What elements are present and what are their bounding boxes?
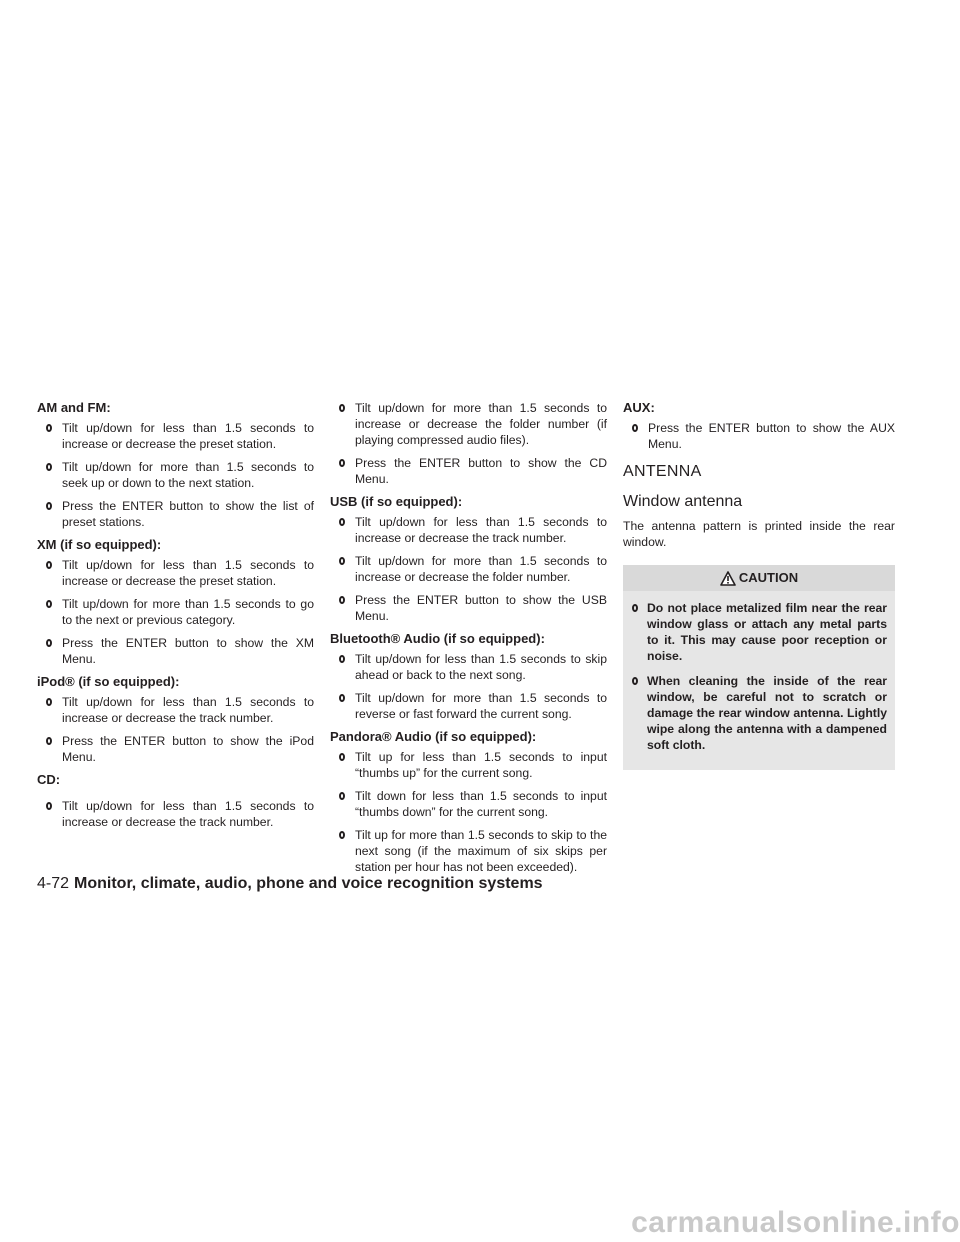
bullet-icon	[46, 502, 52, 510]
list-item: Do not place metalized film near the rear window glass or attach any metal parts to it. This may cause poor reception or noise.	[631, 600, 887, 664]
chapter-title: Monitor, climate, audio, phone and voice recognition systems	[74, 875, 543, 892]
list-item: Tilt up/down for less than 1.5 seconds to increase or decrease the track number.	[37, 694, 314, 726]
section-heading: AUX:	[623, 400, 655, 415]
section-aux	[623, 400, 895, 452]
window-antenna-heading: Window antenna	[623, 493, 743, 510]
list-item: Tilt up/down for more than 1.5 seconds to reverse or fast forward the current song.	[330, 690, 607, 722]
list-item: Press the ENTER button to show the USB Menu.	[330, 592, 607, 624]
warning-triangle-icon	[720, 571, 736, 586]
bullet-icon	[46, 802, 52, 810]
bullet-list	[330, 400, 607, 487]
bullet-icon	[632, 677, 638, 685]
section-heading: USB (if so equipped):	[330, 494, 463, 509]
section-cd	[37, 772, 314, 830]
caution-title: CAUTION	[738, 570, 799, 585]
caution-box	[623, 565, 895, 770]
list-item: Tilt up/down for more than 1.5 seconds to seek up or down to the next station.	[37, 459, 314, 491]
bullet-list	[330, 651, 607, 722]
list-item: Tilt down for less than 1.5 seconds to input “thumbs down” for the current song.	[330, 788, 607, 820]
section-am-fm	[37, 400, 314, 530]
section-heading: Pandora® Audio (if so equipped):	[330, 729, 537, 744]
bullet-list	[330, 749, 607, 875]
bullet-icon	[46, 639, 52, 647]
page-footer	[37, 875, 543, 893]
page-number: 4-72	[37, 875, 70, 892]
list-item: Press the ENTER button to show the AUX Menu.	[623, 420, 895, 452]
bullet-list	[37, 420, 314, 530]
bullet-icon	[46, 698, 52, 706]
bullet-icon	[46, 424, 52, 432]
bullet-icon	[339, 518, 345, 526]
section-bluetooth-audio	[330, 631, 607, 722]
list-item: When cleaning the inside of the rear window, be careful not to scratch or damage the rear window antenna. Lightly wipe along the antenna with a dampened soft cloth.	[631, 673, 887, 753]
section-xm	[37, 537, 314, 667]
antenna-heading: ANTENNA	[623, 463, 702, 480]
section-heading: CD:	[37, 772, 61, 787]
bullet-icon	[46, 463, 52, 471]
list-item: Tilt up/down for less than 1.5 seconds to increase or decrease the track number.	[330, 514, 607, 546]
section-heading: AM and FM:	[37, 400, 111, 415]
caution-title-bar	[623, 565, 895, 591]
list-item: Tilt up for more than 1.5 seconds to skip to the next song (if the maximum of six skips per station per hour has not been exceeded).	[330, 827, 607, 875]
bullet-icon	[339, 596, 345, 604]
caution-list	[631, 600, 887, 753]
list-item: Tilt up/down for less than 1.5 seconds to increase or decrease the preset station.	[37, 420, 314, 452]
column-2	[330, 400, 607, 882]
list-item: Tilt up/down for less than 1.5 seconds to skip ahead or back to the next song.	[330, 651, 607, 683]
bullet-icon	[339, 404, 345, 412]
section-usb	[330, 494, 607, 624]
bullet-icon	[46, 561, 52, 569]
bullet-icon	[339, 831, 345, 839]
bullet-list	[37, 798, 314, 830]
bullet-icon	[46, 600, 52, 608]
list-item: Tilt up/down for more than 1.5 seconds to increase or decrease the folder number.	[330, 553, 607, 585]
bullet-list	[37, 694, 314, 765]
list-item: Press the ENTER button to show the XM Menu.	[37, 635, 314, 667]
window-antenna-text: The antenna pattern is printed inside the rear window.	[623, 519, 895, 549]
list-item: Press the ENTER button to show the iPod Menu.	[37, 733, 314, 765]
bullet-list	[330, 514, 607, 624]
watermark: carmanualsonline.info	[631, 1206, 960, 1239]
list-item: Tilt up/down for less than 1.5 seconds to increase or decrease the preset station.	[37, 557, 314, 589]
list-item: Press the ENTER button to show the list of preset stations.	[37, 498, 314, 530]
list-item: Press the ENTER button to show the CD Menu.	[330, 455, 607, 487]
list-item: Tilt up for less than 1.5 seconds to input “thumbs up” for the current song.	[330, 749, 607, 781]
bullet-icon	[339, 792, 345, 800]
bullet-icon	[339, 694, 345, 702]
list-item: Tilt up/down for more than 1.5 seconds to increase or decrease the folder number (if playing compressed audio files).	[330, 400, 607, 448]
bullet-list	[623, 420, 895, 452]
section-heading: XM (if so equipped):	[37, 537, 162, 552]
bullet-icon	[339, 753, 345, 761]
column-1	[37, 400, 314, 837]
list-item: Tilt up/down for more than 1.5 seconds to go to the next or previous category.	[37, 596, 314, 628]
list-item: Tilt up/down for less than 1.5 seconds to increase or decrease the track number.	[37, 798, 314, 830]
bullet-icon	[339, 655, 345, 663]
bullet-icon	[632, 424, 638, 432]
column-3	[623, 400, 895, 770]
bullet-icon	[339, 459, 345, 467]
bullet-icon	[339, 557, 345, 565]
bullet-list	[37, 557, 314, 667]
section-heading: iPod® (if so equipped):	[37, 674, 180, 689]
section-ipod	[37, 674, 314, 765]
section-pandora-audio	[330, 729, 607, 875]
bullet-icon	[632, 604, 638, 612]
section-heading: Bluetooth® Audio (if so equipped):	[330, 631, 545, 646]
bullet-icon	[46, 737, 52, 745]
